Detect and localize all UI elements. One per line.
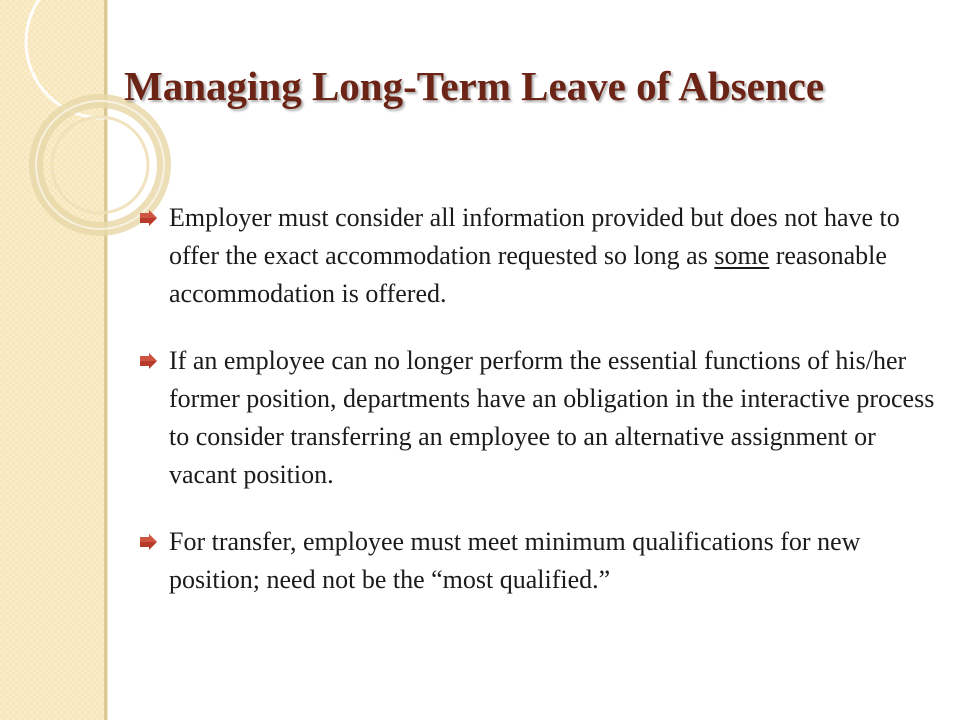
bullet-text: For transfer, employee must meet minimum qualifications for new position; need not be the “most qualified.”: [169, 527, 861, 594]
bullet-item: [138, 342, 938, 494]
bullet-arrow-icon: [138, 353, 158, 369]
bullet-text: If an employee can no longer perform the essential functions of his/her former position, departments have an obligation in the interactive process to consider transferring an employee to an alternative assignment or vacant position.: [169, 346, 935, 489]
bullet-arrow-icon: [138, 210, 158, 226]
bullet-arrow-icon: [138, 534, 158, 550]
bullet-item: [138, 523, 938, 599]
underlined-word: some: [714, 241, 770, 270]
bullet-list: [138, 199, 938, 599]
slide-title: Managing Long-Term Leave of Absence: [124, 63, 825, 109]
bullet-text: Employer must consider all information provided but does not have to offer the exact accommodation requested so long as some reasonable accommodation is offered.: [169, 203, 900, 308]
bullet-item: [138, 199, 938, 313]
